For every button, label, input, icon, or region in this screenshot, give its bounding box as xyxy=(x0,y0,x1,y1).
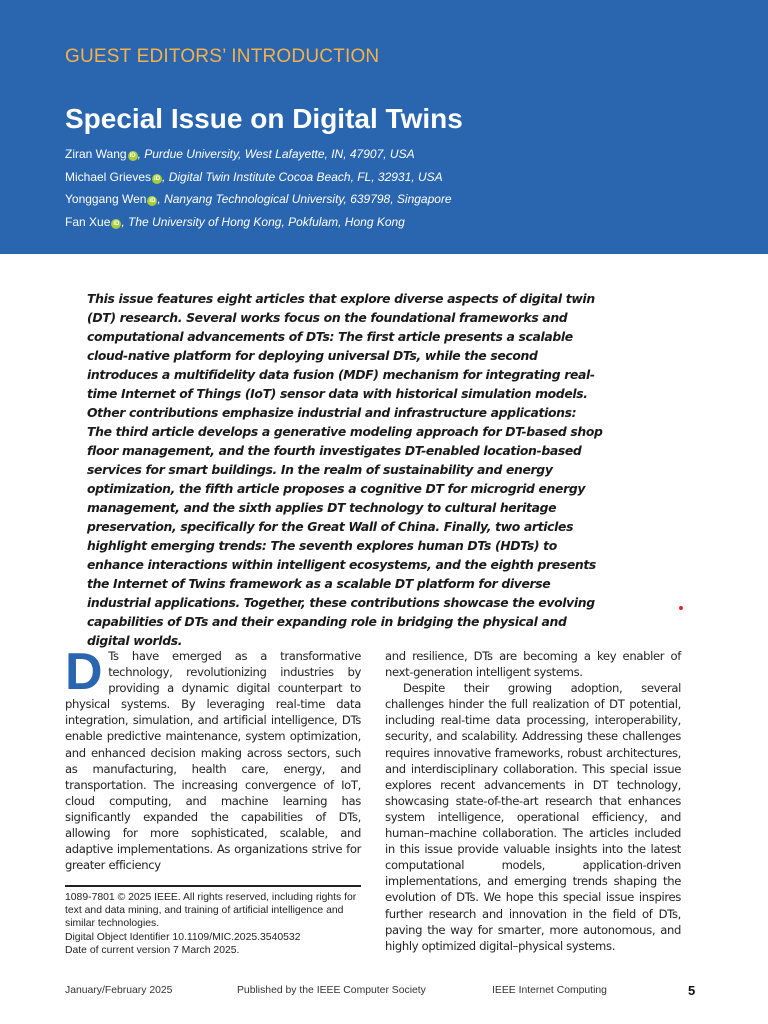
doi-line: Digital Object Identifier 10.1109/MIC.2025.3540532 xyxy=(65,931,301,943)
version-date: Date of current version 7 March 2025. xyxy=(65,944,240,956)
intro-text: Ts have emerged as a transformative technology, revolutionizing industries by providing a dynamic digital counterpart to physical systems. By leveraging real-time data integration, simulation, and artificial intelligence, DTs enable predictive maintenance, system optimization, and enhanced decision making across sectors, such as manufacturing, health care, energy, and transportation. The increasing convergence of IoT, cloud computing, and machine learning has significantly expanded the capabilities of DTs, allowing for more sophisticated, scalable, and adaptive implementations. As organizations strive for greater efficiency xyxy=(65,649,361,873)
author-name: Yonggang Wen xyxy=(65,192,147,206)
footer-publisher: Published by the IEEE Computer Society xyxy=(237,985,426,996)
author-name: Fan Xue xyxy=(65,214,111,229)
footer-date: January/February 2025 xyxy=(65,985,173,996)
author-line xyxy=(65,192,452,215)
orcid-icon[interactable]: iD xyxy=(113,220,120,227)
author-line xyxy=(65,147,452,170)
body-column-left xyxy=(65,643,361,873)
author-line xyxy=(65,215,452,238)
continuation-paragraph: and resilience, DTs are becoming a key enabler of next-generation intelligent systems. xyxy=(385,649,681,680)
author-name: Ziran Wang xyxy=(65,147,127,161)
red-dot-mark xyxy=(679,606,683,610)
section-label: GUEST EDITORS’ INTRODUCTION xyxy=(65,46,380,67)
page-number: 5 xyxy=(688,983,696,998)
drop-cap: D xyxy=(65,643,103,701)
body-column-right xyxy=(385,648,681,954)
body-paragraph: Despite their growing adoption, several challenges hinder the full realization of DT potential, including real-time data processing, interoperability, security, and scalability. Addressing these challenges requires innovative frameworks, robust architectures, and interdisciplinary collaboration. This special issue explores recent advancements in DT technology, showcasing state-of-the-art research that enhances system intelligence, operational efficiency, and human–machine collaboration. The articles included in this issue provide valuable insights into the latest computational models, application-driven implementations, and emerging trends shaping the evolution of DTs. We hope this special issue inspires further research and innovation in the field of DTs, paving the way for smarter, more autonomous, and highly optimized digital–physical systems. xyxy=(385,681,681,953)
orcid-icon[interactable]: iD xyxy=(129,153,136,159)
author-list xyxy=(65,147,452,237)
author-affiliation: , Nanyang Technological University, 639798, Singapore xyxy=(157,192,452,206)
author-line xyxy=(65,170,452,193)
intro-paragraph xyxy=(65,643,361,873)
author-affiliation: , Digital Twin Institute Cocoa Beach, FL, 32931, USA xyxy=(162,169,443,184)
header-band xyxy=(0,0,768,254)
author-affiliation: , The University of Hong Kong, Pokfulam, Hong Kong xyxy=(121,214,405,229)
author-affiliation: , Purdue University, West Lafayette, IN, 47907, USA xyxy=(137,147,415,161)
footnote xyxy=(65,891,365,957)
author-name: Michael Grieves xyxy=(65,169,152,184)
footnote-divider xyxy=(65,885,361,887)
copyright-notice: 1089-7801 © 2025 IEEE. All rights reserved, including rights for text and data mining, and training of artificial intelligence and similar technologies. xyxy=(65,892,357,930)
orcid-icon[interactable]: iD xyxy=(154,175,161,182)
orcid-icon[interactable]: iD xyxy=(149,198,156,204)
page-title: Special Issue on Digital Twins xyxy=(65,103,463,134)
abstract: This issue features eight articles that explore diverse aspects of digital twin (DT) research. Several works focus on the foundational frameworks and computational advancements of DTs: The first article presents a scalable cloud-native platform for deploying universal DTs, while the second introduces a multifidelity data fusion (MDF) mechanism for integrating real-time Internet of Things (IoT) sensor data with historical simulation models. Other contributions emphasize industrial and infrastructure applications: The third article develops a generative modeling approach for DT-based shop floor management, and the fourth investigates DT-enabled location-based services for smart buildings. In the realm of sustainability and energy optimization, the fifth article proposes a cognitive DT for microgrid energy management, and the sixth applies DT technology to cultural heritage preservation, specifically for the Great Wall of China. Finally, two articles highlight emerging trends: The seventh explores human DTs (HDTs) to enhance interactions within intelligent ecosystems, and the eighth presents the Internet of Twins framework as a scalable DT platform for diverse industrial applications. Together, these contributions showcase the evolving capabilities of DTs and their expanding role in bridging the physical and digital worlds. xyxy=(87,291,603,648)
footer-journal: IEEE Internet Computing xyxy=(492,985,607,996)
